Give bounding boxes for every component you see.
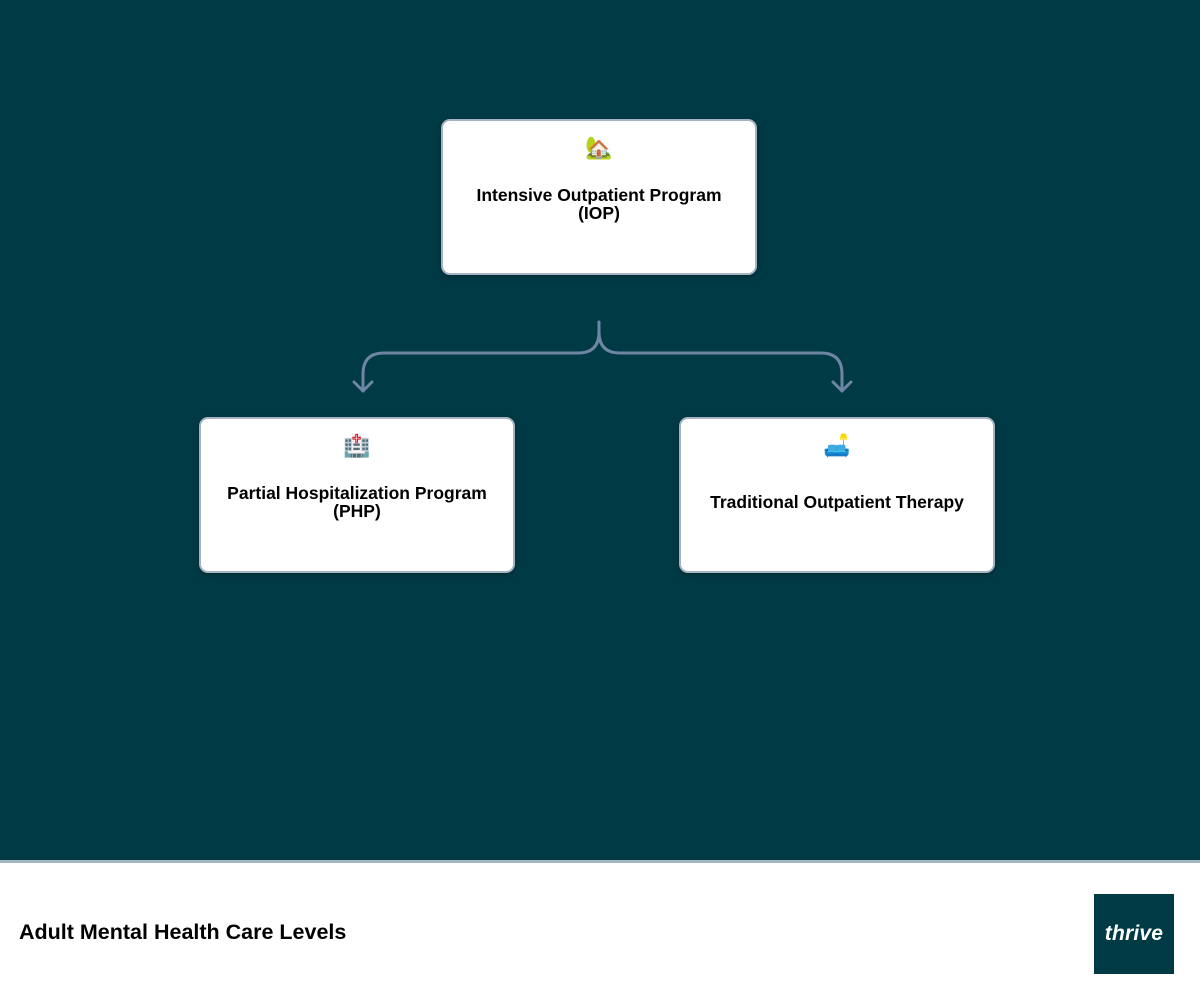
connector-stem: [363, 322, 599, 391]
couch-and-lamp-icon: 🛋️: [823, 433, 851, 458]
logo-text: thrive: [1104, 922, 1164, 945]
hospital-icon: 🏥: [343, 433, 371, 458]
diagram-title: Adult Mental Health Care Levels: [19, 920, 347, 944]
node-label: Intensive Outpatient Program (IOP): [476, 185, 722, 223]
thrive-logo: [1094, 894, 1174, 974]
node-traditional-outpatient-therapy[interactable]: [679, 417, 995, 573]
node-intensive-outpatient-program[interactable]: [441, 119, 757, 275]
house-with-garden-icon: 🏡: [585, 135, 613, 160]
node-label: Traditional Outpatient Therapy: [710, 492, 964, 512]
node-partial-hospitalization-program[interactable]: [199, 417, 515, 573]
footer: [0, 860, 1200, 1000]
node-label: Partial Hospitalization Program (PHP): [227, 483, 487, 521]
